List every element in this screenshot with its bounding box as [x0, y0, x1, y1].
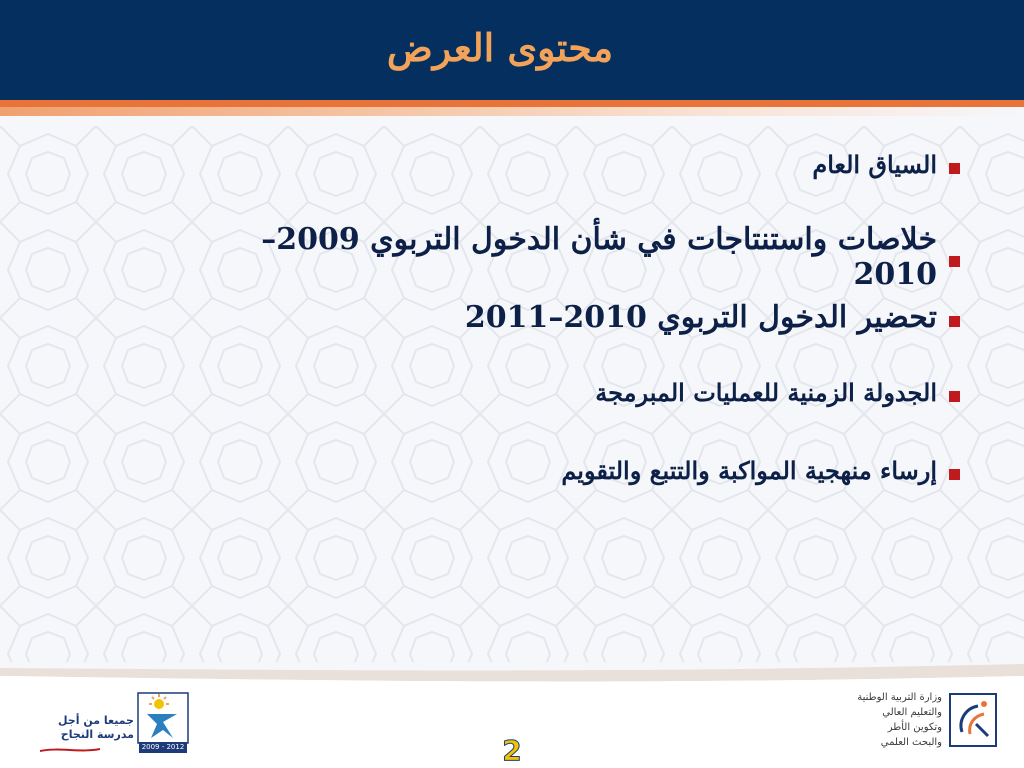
- ministry-line: وتكوين الأطر: [887, 722, 942, 733]
- bullet-item: [595, 378, 960, 407]
- header-accent-stripe: [0, 100, 1024, 107]
- bullet-text: الجدولة الزمنية للعمليات المبرمجة: [595, 378, 937, 407]
- slide-title: محتوى العرض: [386, 25, 614, 70]
- bullet-item: [812, 150, 960, 179]
- bullet-item: [180, 222, 960, 292]
- ministry-emblem-icon: [948, 690, 1000, 750]
- slogan-line: جميعا من أجل: [57, 714, 134, 727]
- bullet-item: [561, 456, 960, 485]
- logo-years: 2009 - 2012: [139, 742, 187, 753]
- slogan-underline: [40, 747, 100, 753]
- bullet-text: تحضير الدخول التربوي 2010–2011: [464, 300, 937, 335]
- ministry-line: والبحث العلمي: [880, 737, 942, 748]
- bullet-text: إرساء منهجية المواكبة والتتبع والتقويم: [561, 456, 937, 485]
- square-bullet-icon: [949, 391, 960, 402]
- slogan-line: مدرسة النجاح: [60, 728, 134, 741]
- square-bullet-icon: [949, 163, 960, 174]
- page-number: 2: [502, 734, 522, 767]
- bullet-text: السياق العام: [812, 150, 937, 179]
- slogan: [34, 714, 134, 742]
- bullet-item: [465, 300, 960, 335]
- ministry-line: وزارة التربية الوطنية: [857, 692, 942, 703]
- bullet-text: خلاصات واستنتاجات في شأن الدخول التربوي 2009–2010: [261, 222, 937, 292]
- ministry-line: والتعليم العالي: [882, 707, 942, 718]
- square-bullet-icon: [949, 316, 960, 327]
- header-gradient-stripe: [0, 107, 1024, 116]
- square-bullet-icon: [949, 256, 960, 267]
- square-bullet-icon: [949, 469, 960, 480]
- ministry-name: [752, 690, 942, 750]
